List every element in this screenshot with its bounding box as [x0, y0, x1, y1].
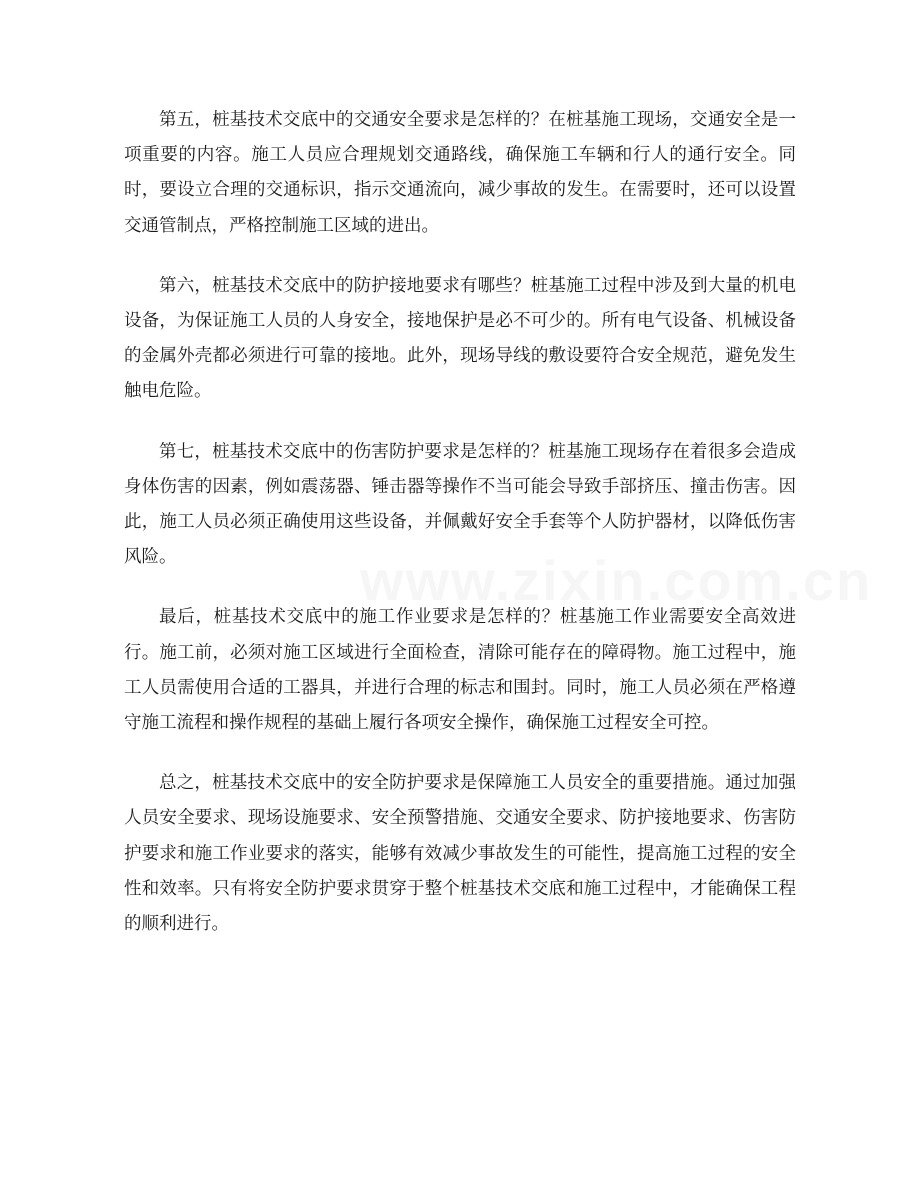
- paragraph-conclusion: 总之，桩基技术交底中的安全防护要求是保障施工人员安全的重要措施。通过加强人员安全要求、现场设施要求、安全预警措施、交通安全要求、防护接地要求、伤害防护要求和施工作业要求的落实，能够有效减少事故发生的可能性，提高施工过程的安全性和效率。只有将安全防护要求贯穿于整个桩基技术交底和施工过程中，才能确保工程的顺利进行。: [124, 773, 796, 935]
- document-body: [124, 103, 796, 967]
- paragraph-fifth: 第五，桩基技术交底中的交通安全要求是怎样的？在桩基施工现场，交通安全是一项重要的内容。施工人员应合理规划交通路线，确保施工车辆和行人的通行安全。同时，要设立合理的交通标识，指示交通流向，减少事故的发生。在需要时，还可以设置交通管制点，严格控制施工区域的进出。: [124, 110, 796, 236]
- paragraph-final: 最后，桩基技术交底中的施工作业要求是怎样的？桩基施工作业需要安全高效进行。施工前，必须对施工区域进行全面检查，清除可能存在的障碍物。施工过程中，施工人员需使用合适的工器具，并进行合理的标志和围封。同时，施工人员必须在严格遵守施工流程和操作规程的基础上履行各项安全操作，确保施工过程安全可控。: [124, 607, 796, 734]
- paragraph-seventh: 第七，桩基技术交底中的伤害防护要求是怎样的？桩基施工现场存在着很多会造成身体伤害的因素，例如震荡器、锤击器等操作不当可能会导致手部挤压、撞击伤害。因此，施工人员必须正确使用这些设备，并佩戴好安全手套等个人防护器材，以降低伤害风险。: [124, 441, 796, 568]
- paragraph-sixth: 第六，桩基技术交底中的防护接地要求有哪些？桩基施工过程中涉及到大量的机电设备，为保证施工人员的人身安全，接地保护是必不可少的。所有电气设备、机械设备的金属外壳都必须进行可靠的接地。此外，现场导线的敷设要符合安全规范，避免发生触电危险。: [124, 275, 796, 402]
